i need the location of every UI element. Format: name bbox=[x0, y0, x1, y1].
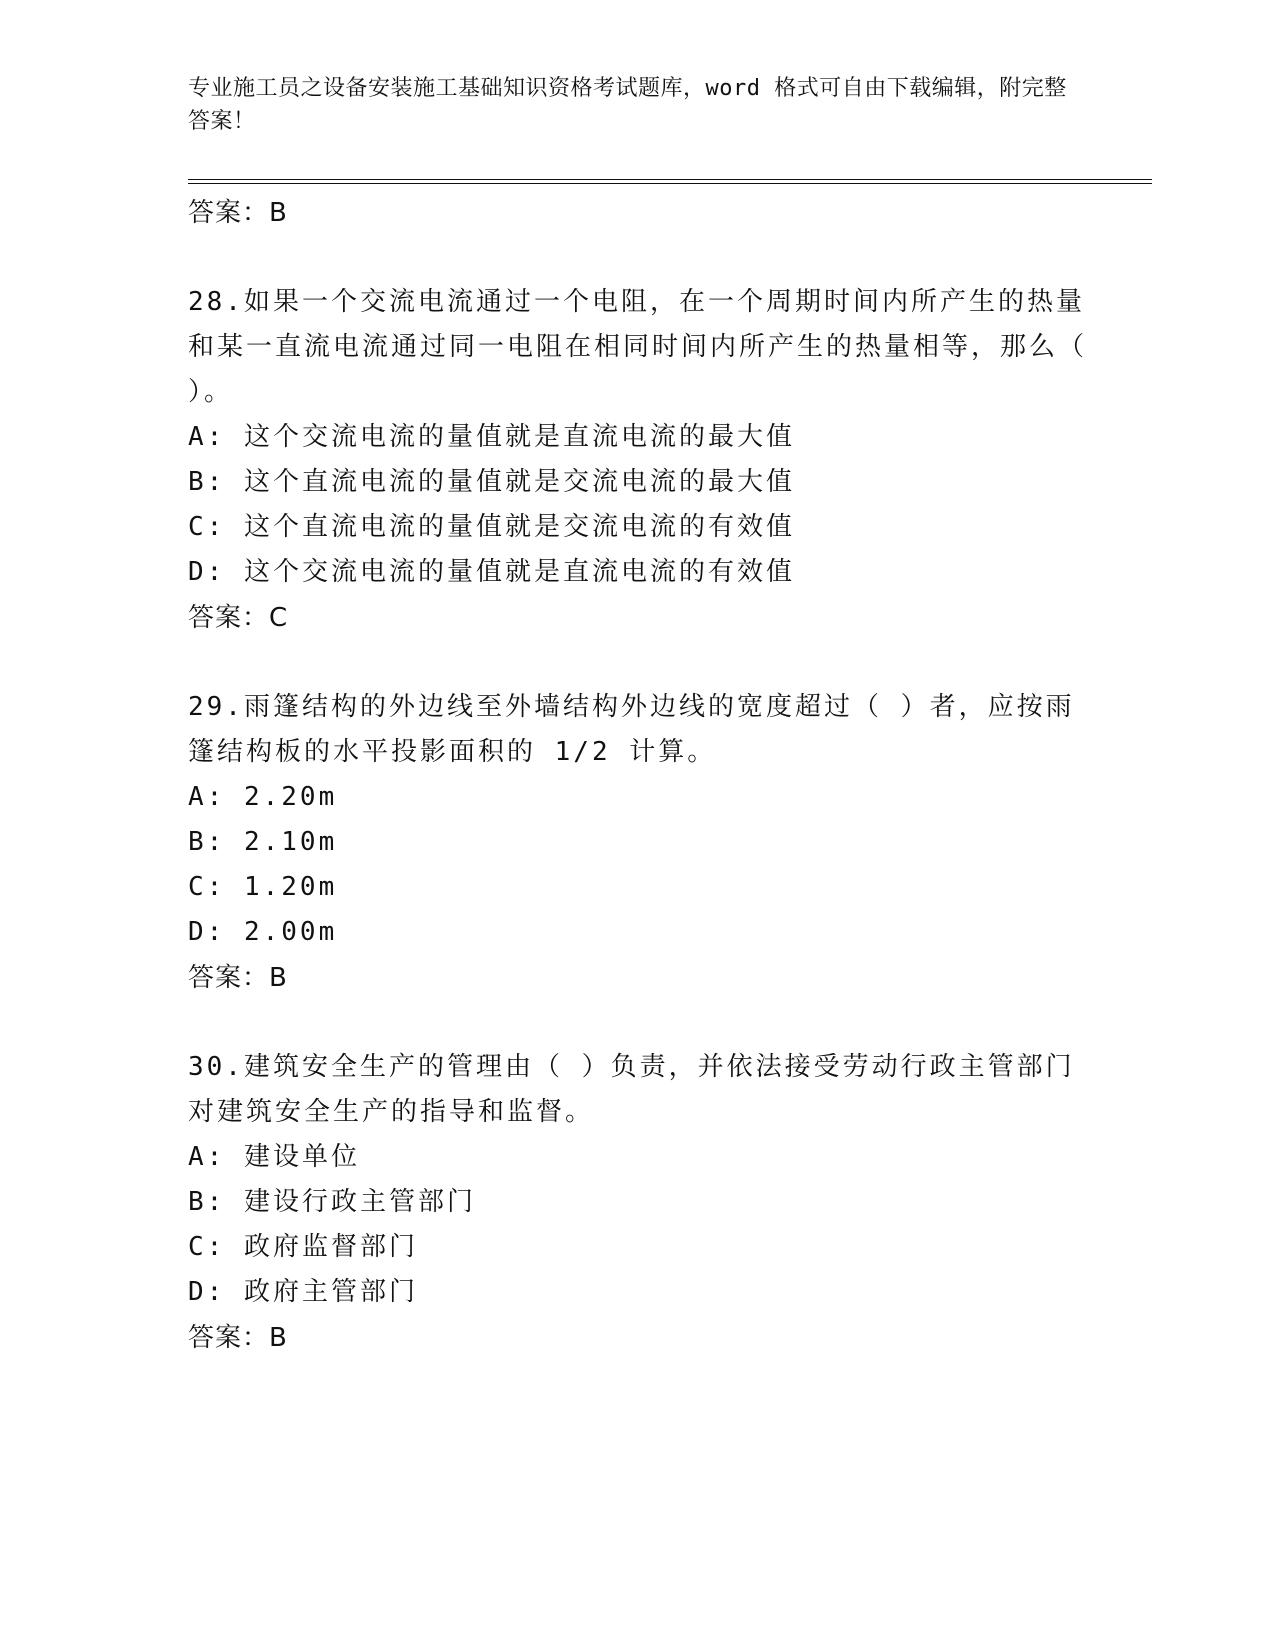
option-a: A: 建设单位 bbox=[188, 1142, 360, 1172]
header-rule-top bbox=[188, 179, 1152, 180]
answer-line: 答案：B bbox=[188, 963, 288, 993]
option-a: A: 2.20m bbox=[188, 782, 338, 812]
option-d: D: 2.00m bbox=[188, 917, 338, 947]
question-list bbox=[188, 190, 1088, 1361]
option-c: C: 这个直流电流的量值就是交流电流的有效值 bbox=[188, 512, 795, 542]
question-text: 28.如果一个交流电流通过一个电阻，在一个周期时间内所产生的热量和某一直流电流通过同一电阻在相同时间内所产生的热量相等，那么（ ）。 bbox=[188, 287, 1088, 407]
page-header-text: 专业施工员之设备安装施工基础知识资格考试题库，word 格式可自由下载编辑，附完整答案！ bbox=[188, 76, 1067, 134]
answer-line: 答案：B bbox=[188, 1323, 288, 1353]
answer-line: 答案：C bbox=[188, 603, 289, 633]
question-text: 30.建筑安全生产的管理由（ ）负责，并依法接受劳动行政主管部门对建筑安全生产的指导和监督。 bbox=[188, 1052, 1075, 1127]
option-a: A: 这个交流电流的量值就是直流电流的最大值 bbox=[188, 422, 795, 452]
option-d: D: 这个交流电流的量值就是直流电流的有效值 bbox=[188, 557, 795, 587]
answer-line: 答案：B bbox=[188, 198, 288, 228]
option-b: B: 2.10m bbox=[188, 827, 338, 857]
option-c: C: 1.20m bbox=[188, 872, 338, 902]
question-text: 29.雨篷结构的外边线至外墙结构外边线的宽度超过（ ）者，应按雨篷结构板的水平投影面积的 1/2 计算。 bbox=[188, 692, 1075, 767]
header-rule-bottom bbox=[188, 183, 1152, 184]
question-28 bbox=[188, 280, 1088, 641]
option-b: B: 这个直流电流的量值就是交流电流的最大值 bbox=[188, 467, 795, 497]
option-d: D: 政府主管部门 bbox=[188, 1277, 418, 1307]
question-29 bbox=[188, 685, 1088, 1001]
question-30 bbox=[188, 1045, 1088, 1361]
option-b: B: 建设行政主管部门 bbox=[188, 1187, 476, 1217]
option-c: C: 政府监督部门 bbox=[188, 1232, 418, 1262]
